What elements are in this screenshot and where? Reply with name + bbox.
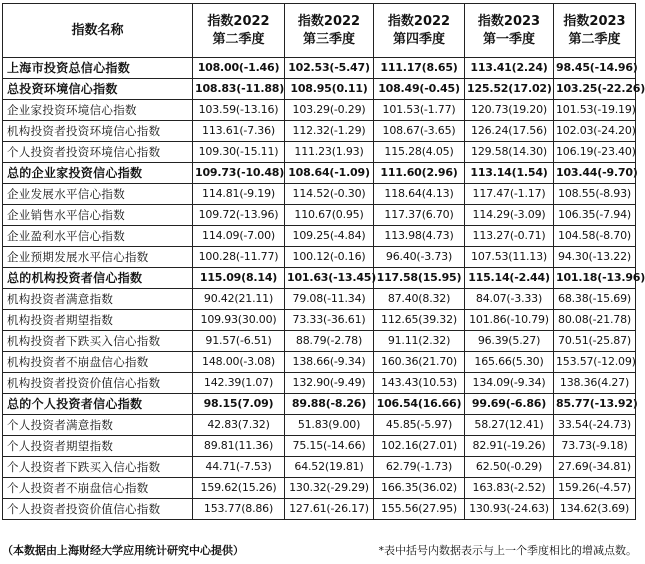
- table-row: [3, 436, 636, 457]
- index-value-cell: 159.26(-4.57): [554, 478, 636, 499]
- table-row: [3, 205, 636, 226]
- index-name-cell: 机构投资者满意指数: [3, 289, 193, 310]
- index-value-cell: 108.64(-1.09): [285, 163, 374, 184]
- index-value-cell: 62.79(-1.73): [374, 457, 465, 478]
- index-value-cell: 120.73(19.20): [465, 100, 554, 121]
- header-2023-q2: [554, 4, 636, 58]
- index-value-cell: 109.72(-13.96): [193, 205, 285, 226]
- index-value-cell: 111.17(8.65): [374, 58, 465, 79]
- index-name-cell: 机构投资者投资价值信心指数: [3, 373, 193, 394]
- index-value-cell: 165.66(5.30): [465, 352, 554, 373]
- index-value-cell: 134.09(-9.34): [465, 373, 554, 394]
- index-value-cell: 91.11(2.32): [374, 331, 465, 352]
- index-value-cell: 130.93(-24.63): [465, 499, 554, 520]
- table-row: [3, 247, 636, 268]
- index-value-cell: 33.54(-24.73): [554, 415, 636, 436]
- table-row: [3, 310, 636, 331]
- header-quarter: 第三季度: [302, 31, 355, 47]
- header-2022-q3: [285, 4, 374, 58]
- index-value-cell: 153.77(8.86): [193, 499, 285, 520]
- index-value-cell: 107.53(11.13): [465, 247, 554, 268]
- index-value-cell: 101.18(-13.96): [554, 268, 636, 289]
- index-name-cell: 企业家投资环境信心指数: [3, 100, 193, 121]
- index-value-cell: 64.52(19.81): [285, 457, 374, 478]
- header-quarter: 第二季度: [212, 31, 265, 47]
- index-value-cell: 94.30(-13.22): [554, 247, 636, 268]
- table-row: [3, 121, 636, 142]
- index-value-cell: 110.67(0.95): [285, 205, 374, 226]
- index-value-cell: 101.86(-10.79): [465, 310, 554, 331]
- index-value-cell: 98.45(-14.96): [554, 58, 636, 79]
- index-value-cell: 148.00(-3.08): [193, 352, 285, 373]
- index-value-cell: 82.91(-19.26): [465, 436, 554, 457]
- index-value-cell: 108.49(-0.45): [374, 79, 465, 100]
- index-value-cell: 125.52(17.02): [465, 79, 554, 100]
- index-value-cell: 114.81(-9.19): [193, 184, 285, 205]
- index-value-cell: 115.28(4.05): [374, 142, 465, 163]
- index-value-cell: 163.83(-2.52): [465, 478, 554, 499]
- index-value-cell: 73.73(-9.18): [554, 436, 636, 457]
- index-value-cell: 91.57(-6.51): [193, 331, 285, 352]
- table-row: [3, 289, 636, 310]
- index-name-cell: 个人投资者下跌买入信心指数: [3, 457, 193, 478]
- index-value-cell: 80.08(-21.78): [554, 310, 636, 331]
- index-value-cell: 101.53(-1.77): [374, 100, 465, 121]
- index-value-cell: 102.53(-5.47): [285, 58, 374, 79]
- index-value-cell: 126.24(17.56): [465, 121, 554, 142]
- table-row: [3, 331, 636, 352]
- index-value-cell: 109.73(-10.48): [193, 163, 285, 184]
- index-value-cell: 117.37(6.70): [374, 205, 465, 226]
- index-name-cell: 个人投资者不崩盘信心指数: [3, 478, 193, 499]
- table-row: [3, 415, 636, 436]
- index-value-cell: 87.40(8.32): [374, 289, 465, 310]
- index-value-cell: 75.15(-14.66): [285, 436, 374, 457]
- index-value-cell: 108.00(-1.46): [193, 58, 285, 79]
- table-row: [3, 268, 636, 289]
- table-row: [3, 457, 636, 478]
- index-value-cell: 138.36(4.27): [554, 373, 636, 394]
- index-value-cell: 101.63(-13.45): [285, 268, 374, 289]
- index-value-cell: 70.51(-25.87): [554, 331, 636, 352]
- index-value-cell: 138.66(-9.34): [285, 352, 374, 373]
- header-year: 指数2022: [297, 13, 361, 29]
- index-value-cell: 111.23(1.93): [285, 142, 374, 163]
- header-quarter: 第四季度: [392, 31, 445, 47]
- index-value-cell: 132.90(-9.49): [285, 373, 374, 394]
- index-value-cell: 114.09(-7.00): [193, 226, 285, 247]
- index-value-cell: 127.61(-26.17): [285, 499, 374, 520]
- index-value-cell: 130.32(-29.29): [285, 478, 374, 499]
- index-value-cell: 118.64(4.13): [374, 184, 465, 205]
- index-value-cell: 102.16(27.01): [374, 436, 465, 457]
- table-row: [3, 100, 636, 121]
- table-row: [3, 478, 636, 499]
- index-value-cell: 96.40(-3.73): [374, 247, 465, 268]
- index-name-cell: 机构投资者期望指数: [3, 310, 193, 331]
- index-value-cell: 111.60(2.96): [374, 163, 465, 184]
- index-value-cell: 96.39(5.27): [465, 331, 554, 352]
- index-value-cell: 108.67(-3.65): [374, 121, 465, 142]
- index-value-cell: 68.38(-15.69): [554, 289, 636, 310]
- index-value-cell: 142.39(1.07): [193, 373, 285, 394]
- index-value-cell: 102.03(-24.20): [554, 121, 636, 142]
- header-quarter: 第二季度: [568, 31, 621, 47]
- index-value-cell: 117.58(15.95): [374, 268, 465, 289]
- header-2022-q2: [193, 4, 285, 58]
- footnote: *表中括号内数据表示与上一个季度相比的增减点数。: [378, 544, 637, 557]
- index-value-cell: 106.54(16.66): [374, 394, 465, 415]
- index-name-cell: 企业盈利水平信心指数: [3, 226, 193, 247]
- index-value-cell: 153.57(-12.09): [554, 352, 636, 373]
- index-value-cell: 101.53(-19.19): [554, 100, 636, 121]
- index-value-cell: 27.69(-34.81): [554, 457, 636, 478]
- index-value-cell: 103.44(-9.70): [554, 163, 636, 184]
- index-value-cell: 114.52(-0.30): [285, 184, 374, 205]
- index-name-cell: 机构投资者不崩盘信心指数: [3, 352, 193, 373]
- header-quarter: 第一季度: [482, 31, 535, 47]
- data-source-note: （本数据由上海财经大学应用统计研究中心提供）: [2, 544, 244, 557]
- index-value-cell: 159.62(15.26): [193, 478, 285, 499]
- index-value-cell: 143.43(10.53): [374, 373, 465, 394]
- index-value-cell: 88.79(-2.78): [285, 331, 374, 352]
- header-2022-q4: [374, 4, 465, 58]
- index-value-cell: 51.83(9.00): [285, 415, 374, 436]
- index-name-cell: 上海市投资总信心指数: [3, 58, 193, 79]
- index-value-cell: 103.25(-22.26): [554, 79, 636, 100]
- index-name-cell: 企业销售水平信心指数: [3, 205, 193, 226]
- table-row: [3, 79, 636, 100]
- index-value-cell: 44.71(-7.53): [193, 457, 285, 478]
- header-year: 指数2022: [387, 13, 451, 29]
- confidence-index-table: [2, 3, 645, 520]
- index-value-cell: 99.69(-6.86): [465, 394, 554, 415]
- index-value-cell: 114.29(-3.09): [465, 205, 554, 226]
- index-value-cell: 45.85(-5.97): [374, 415, 465, 436]
- index-value-cell: 108.95(0.11): [285, 79, 374, 100]
- table-row: [3, 184, 636, 205]
- index-value-cell: 85.77(-13.92): [554, 394, 636, 415]
- index-value-cell: 155.56(27.95): [374, 499, 465, 520]
- index-name-cell: 企业预期发展水平信心指数: [3, 247, 193, 268]
- index-value-cell: 108.83(-11.88): [193, 79, 285, 100]
- index-value-cell: 134.62(3.69): [554, 499, 636, 520]
- index-name-cell: 个人投资者期望指数: [3, 436, 193, 457]
- index-name-cell: 企业发展水平信心指数: [3, 184, 193, 205]
- header-year: 指数2023: [477, 13, 541, 29]
- index-value-cell: 108.55(-8.93): [554, 184, 636, 205]
- index-value-cell: 100.28(-11.77): [193, 247, 285, 268]
- table-row: [3, 226, 636, 247]
- index-value-cell: 62.50(-0.29): [465, 457, 554, 478]
- index-value-cell: 112.32(-1.29): [285, 121, 374, 142]
- index-value-cell: 100.12(-0.16): [285, 247, 374, 268]
- index-name-cell: 总的企业家投资信心指数: [3, 163, 193, 184]
- table-footer: [2, 541, 637, 561]
- table-row: [3, 373, 636, 394]
- index-value-cell: 73.33(-36.61): [285, 310, 374, 331]
- index-value-cell: 98.15(7.09): [193, 394, 285, 415]
- table-row: [3, 163, 636, 184]
- table-row: [3, 394, 636, 415]
- index-value-cell: 84.07(-3.33): [465, 289, 554, 310]
- index-value-cell: 166.35(36.02): [374, 478, 465, 499]
- index-name-cell: 总的个人投资者信心指数: [3, 394, 193, 415]
- index-value-cell: 113.27(-0.71): [465, 226, 554, 247]
- index-value-cell: 113.61(-7.36): [193, 121, 285, 142]
- index-value-cell: 115.14(-2.44): [465, 268, 554, 289]
- index-value-cell: 113.14(1.54): [465, 163, 554, 184]
- index-value-cell: 106.35(-7.94): [554, 205, 636, 226]
- index-value-cell: 109.30(-15.11): [193, 142, 285, 163]
- index-name-cell: 个人投资者投资环境信心指数: [3, 142, 193, 163]
- index-name-cell: 总投资环境信心指数: [3, 79, 193, 100]
- index-value-cell: 115.09(8.14): [193, 268, 285, 289]
- table-row: [3, 142, 636, 163]
- header-year: 指数2022: [207, 13, 270, 29]
- index-name-cell: 个人投资者满意指数: [3, 415, 193, 436]
- header-2023-q1: [465, 4, 554, 58]
- table-row: [3, 58, 636, 79]
- index-value-cell: 42.83(7.32): [193, 415, 285, 436]
- index-name-cell: 机构投资者下跌买入信心指数: [3, 331, 193, 352]
- table-header-row: [3, 4, 636, 58]
- index-value-cell: 113.41(2.24): [465, 58, 554, 79]
- index-name-cell: 总的机构投资者信心指数: [3, 268, 193, 289]
- index-value-cell: 103.59(-13.16): [193, 100, 285, 121]
- index-value-cell: 90.42(21.11): [193, 289, 285, 310]
- index-name-cell: 机构投资者投资环境信心指数: [3, 121, 193, 142]
- index-value-cell: 109.25(-4.84): [285, 226, 374, 247]
- header-index-name: 指数名称: [3, 4, 193, 58]
- index-value-cell: 106.19(-23.40): [554, 142, 636, 163]
- index-value-cell: 129.58(14.30): [465, 142, 554, 163]
- index-value-cell: 103.29(-0.29): [285, 100, 374, 121]
- index-value-cell: 89.81(11.36): [193, 436, 285, 457]
- index-value-cell: 104.58(-8.70): [554, 226, 636, 247]
- index-value-cell: 112.65(39.32): [374, 310, 465, 331]
- index-value-cell: 58.27(12.41): [465, 415, 554, 436]
- header-year: 指数2023: [563, 13, 626, 29]
- index-value-cell: 79.08(-11.34): [285, 289, 374, 310]
- index-value-cell: 160.36(21.70): [374, 352, 465, 373]
- index-value-cell: 117.47(-1.17): [465, 184, 554, 205]
- table-body: [3, 58, 645, 520]
- index-name-cell: 个人投资者投资价值信心指数: [3, 499, 193, 520]
- table-row: [3, 499, 636, 520]
- index-value-cell: 113.98(4.73): [374, 226, 465, 247]
- index-value-cell: 89.88(-8.26): [285, 394, 374, 415]
- index-value-cell: 109.93(30.00): [193, 310, 285, 331]
- table-row: [3, 352, 636, 373]
